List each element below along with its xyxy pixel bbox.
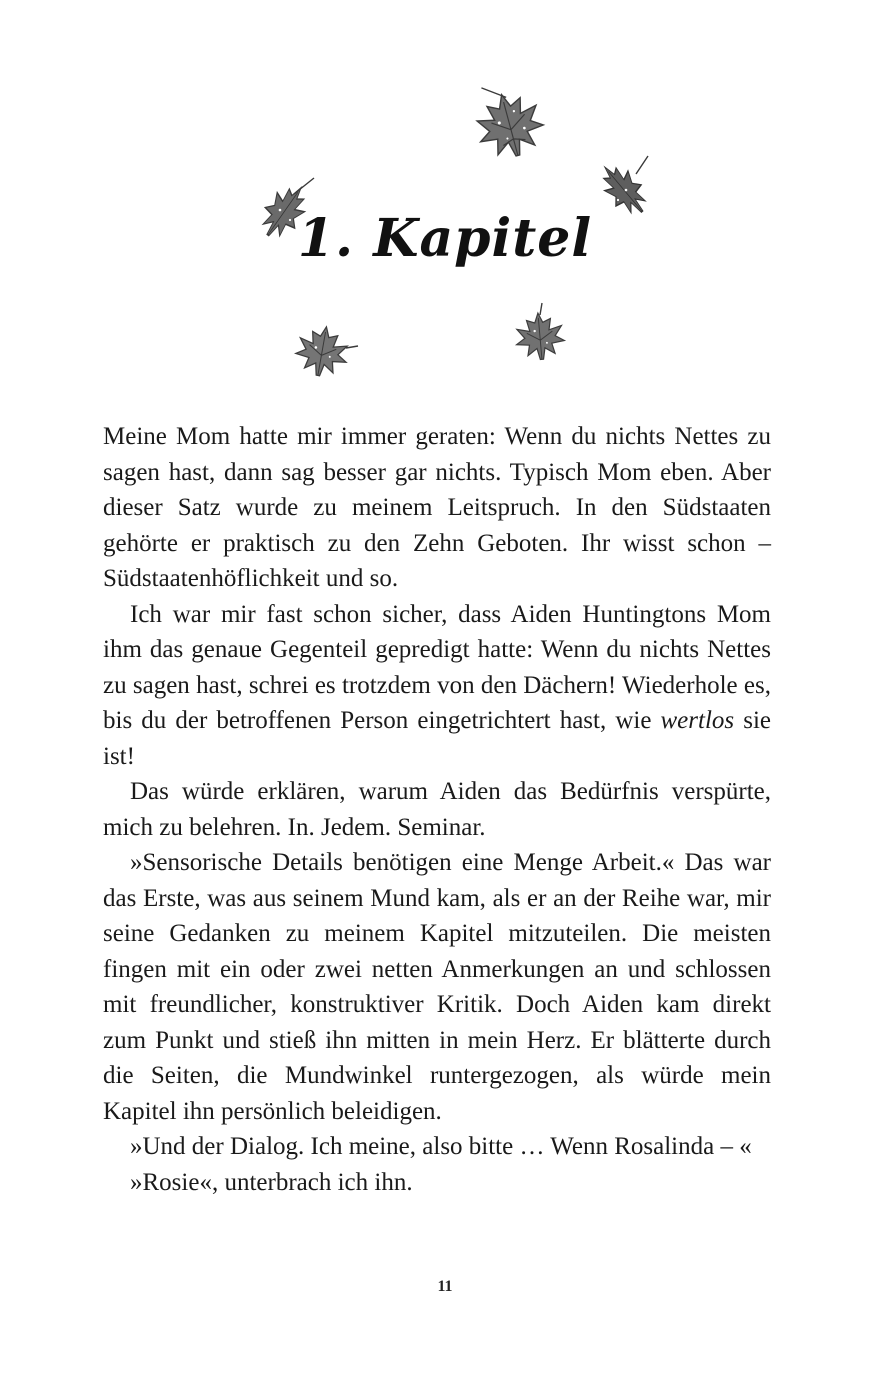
chapter-body <box>103 419 771 1200</box>
paragraph: Das würde erklären, warum Aiden das Bedürfnis verspürte, mich zu belehren. In. Jedem. Seminar. <box>103 778 771 841</box>
paragraph: »Und der Dialog. Ich meine, also bitte … Wenn Rosalinda – « <box>130 1133 752 1160</box>
paragraph-text: Ich war mir fast schon sicher, dass Aiden Huntingtons Mom ihm das genaue Gegenteil gepredigt hatte: Wenn du nichts Nettes zu sagen hast, schrei es trotzdem von den Dächern! Wiederhole es, bis du der betroffenen Person eingetrichtert hast, wie <box>103 600 771 734</box>
maple-leaf-icon <box>506 302 574 372</box>
paragraph-text: sie ist! <box>103 707 771 770</box>
emphasis-text: wertlos <box>660 707 735 734</box>
maple-leaf-icon <box>462 86 558 166</box>
paragraph <box>103 597 771 775</box>
paragraph: Meine Mom hatte mir immer geraten: Wenn du nichts Nettes zu sagen hast, dann sag besser gar nichts. Typisch Mom eben. Aber dieser Satz wurde zu meinem Leitspruch. In den Südstaaten gehörte er praktisch zu den Zehn Geboten. Ihr wisst schon – Südstaatenhöflichkeit und so. <box>103 423 771 592</box>
paragraph: »Rosie«, unterbrach ich ihn. <box>130 1168 413 1196</box>
page-number: 11 <box>437 1278 453 1295</box>
chapter-title: 1. Kapitel <box>297 208 593 269</box>
paragraph: »Sensorische Details benötigen eine Menge Arbeit.« Das war das Erste, was aus seinem Mund kam, als er an der Reihe war, mir seine Gedanken zu meinem Kapitel mitzuteilen. Die meisten fingen mit ein oder zwei netten Anmerkungen an und schlossen mit freundlicher, konstruktiver Kritik. Doch Aiden kam direkt zum Punkt und stieß ihn mitten in mein Herz. Er blätterte durch die Seiten, die Mundwinkel runtergezogen, als würde mein Kapitel ihn persönlich beleidigen. <box>103 849 771 1125</box>
maple-leaf-icon <box>284 320 360 384</box>
